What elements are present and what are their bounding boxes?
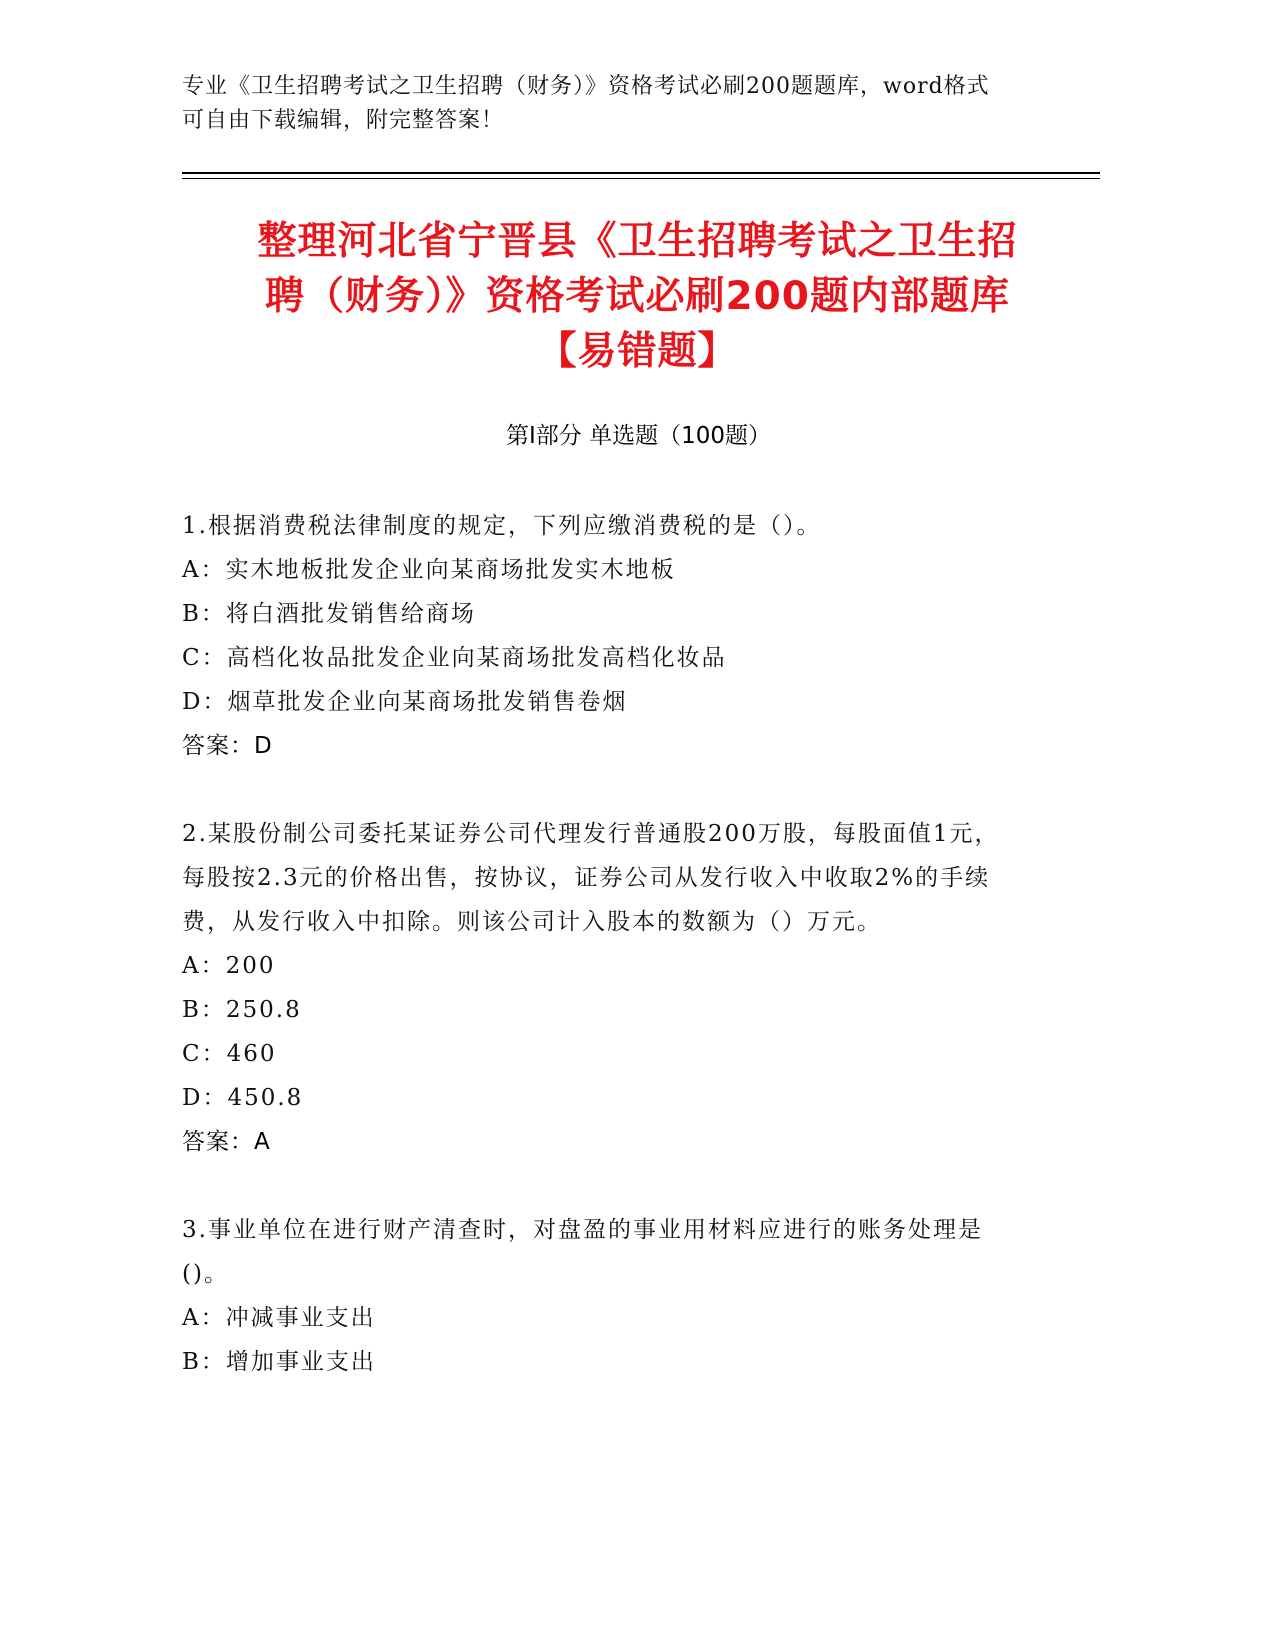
header-note	[182, 70, 1062, 138]
question-option-d: D：烟草批发企业向某商场批发销售卷烟	[182, 689, 628, 715]
question-stem: 1.根据消费税法律制度的规定，下列应缴消费税的是（）。	[182, 513, 822, 539]
document-title-line-1: 整理河北省宁晋县《卫生招聘考试之卫生招	[257, 219, 1018, 264]
document-title	[180, 214, 1095, 379]
question-option-b: B：增加事业支出	[182, 1349, 376, 1375]
question-list	[182, 504, 1022, 1428]
question-option-a: A：200	[182, 953, 276, 979]
header-rule-thick	[182, 172, 1100, 174]
question-option-c: C：高档化妆品批发企业向某商场批发高档化妆品	[182, 645, 727, 671]
question-stem: 2.某股份制公司委托某证券公司代理发行普通股200万股，每股面值1元，每股按2.3元的价格出售，按协议，证券公司从发行收入中收取2%的手续费，从发行收入中扣除。则该公司计入股本的数额为（）万元。	[182, 821, 1000, 935]
question-2	[182, 812, 1022, 1164]
header-note-line-1: 专业《卫生招聘考试之卫生招聘（财务）》资格考试必刷200题题库，word格式	[182, 74, 990, 99]
question-answer: 答案：D	[182, 733, 273, 759]
question-option-a: A：冲减事业支出	[182, 1305, 376, 1331]
question-option-c: C：460	[182, 1041, 277, 1067]
question-option-b: B：将白酒批发销售给商场	[182, 601, 476, 627]
question-1	[182, 504, 1022, 768]
section-heading: 第I部分 单选题（100题）	[506, 423, 771, 449]
question-option-d: D：450.8	[182, 1085, 304, 1111]
question-3	[182, 1208, 1022, 1384]
question-answer: 答案：A	[182, 1129, 271, 1155]
question-stem: 3.事业单位在进行财产清查时，对盘盈的事业用材料应进行的账务处理是()。	[182, 1217, 983, 1287]
document-title-line-3: 【易错题】	[537, 329, 738, 374]
header-note-line-2: 可自由下载编辑，附完整答案！	[182, 108, 505, 133]
question-option-b: B：250.8	[182, 997, 302, 1023]
question-option-a: A：实木地板批发企业向某商场批发实木地板	[182, 557, 676, 583]
header-rule-thin	[182, 178, 1100, 179]
document-title-line-2: 聘（财务）》资格考试必刷200题内部题库	[265, 274, 1010, 319]
